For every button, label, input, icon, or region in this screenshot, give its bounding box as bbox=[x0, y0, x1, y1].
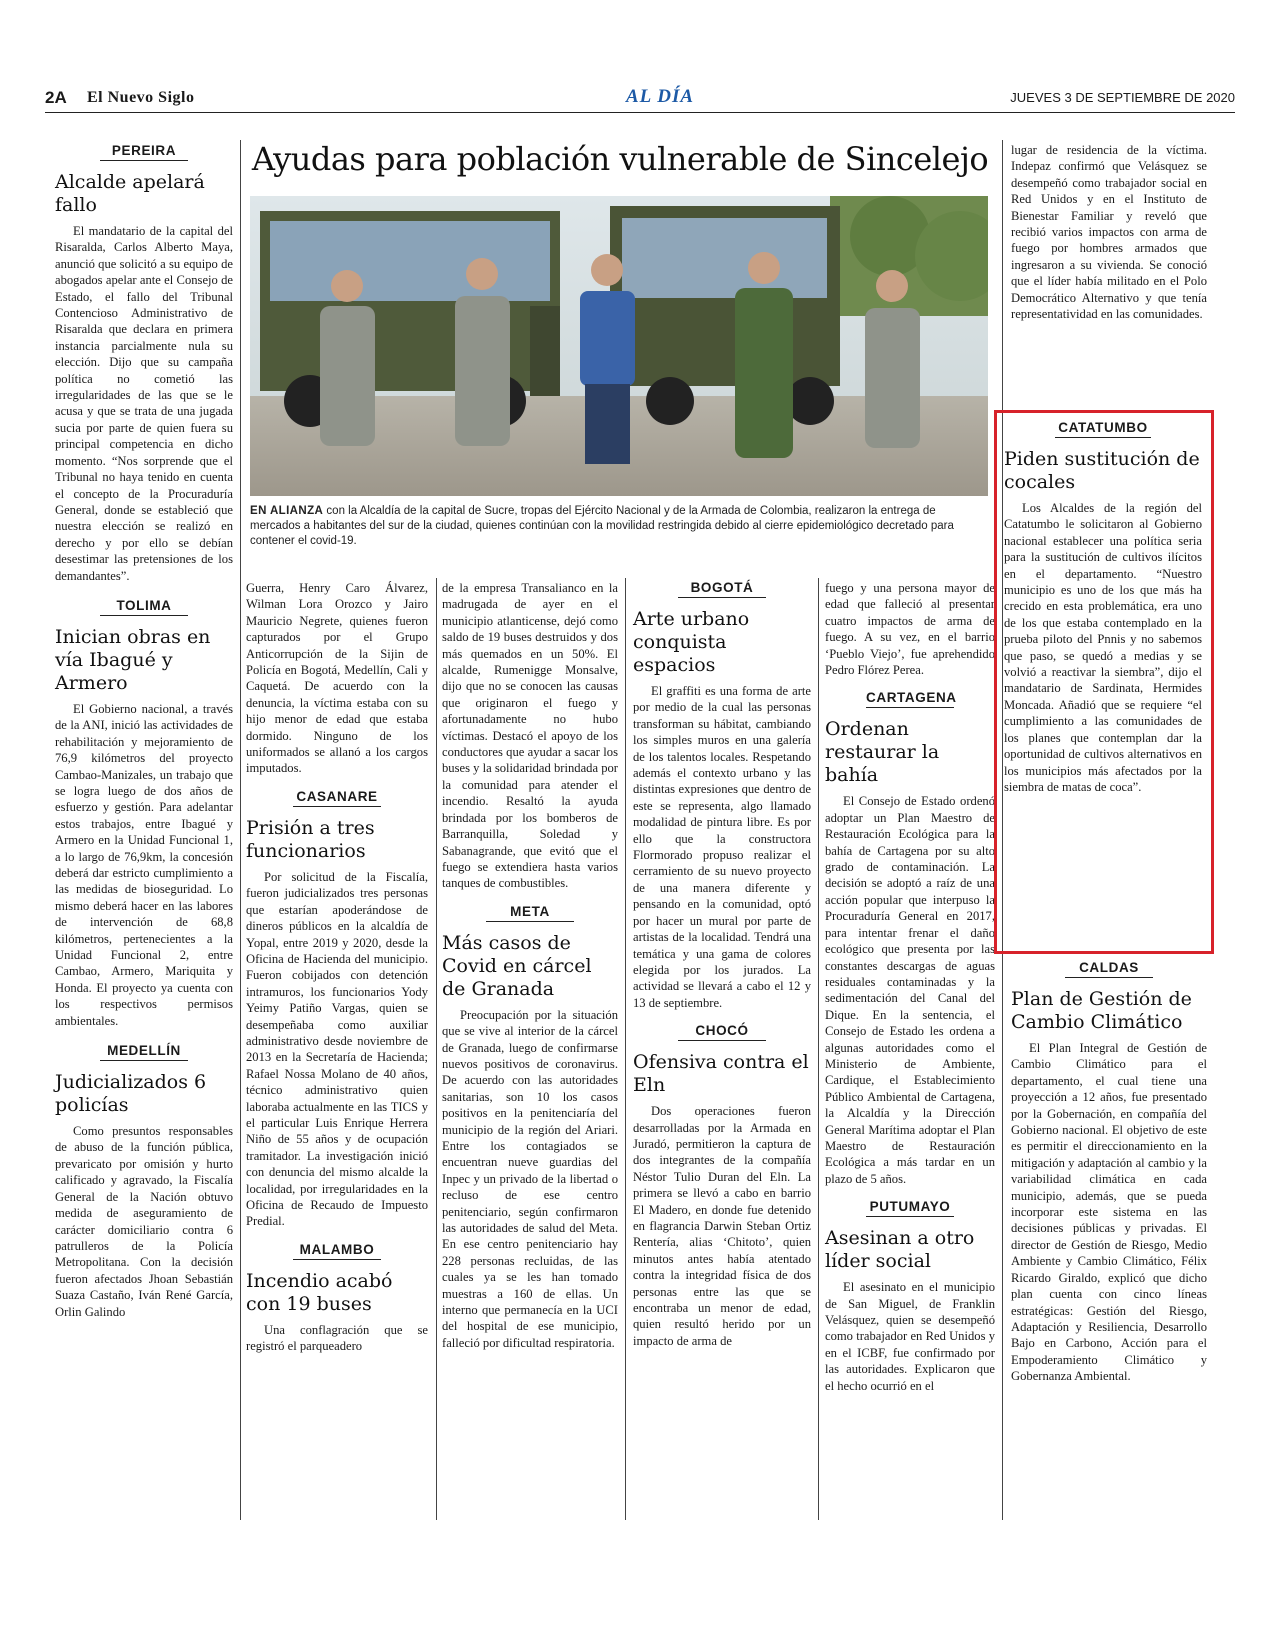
masthead-rule bbox=[45, 112, 1235, 113]
article-headline: Ofensiva contra el Eln bbox=[633, 1051, 809, 1097]
article-body: El Plan Integral de Gestión de Cambio Climático para el departamento, el cual tiene una proyección a 12 años, fue presentado por la Gobernación, en compañía del Gobierno nacional. El objetivo de este es permitir el direccionamiento en la mitigación y adaptación al cambio y la variabilidad climática en cada municipio, además, que se pueda incorporar este sistema en las decisiones públicas y privadas. El director de Gestión de Riesgo, Medio Ambiente y Cambio Climático, Félix Ricardo Giraldo, explicó que dicho plan cuenta con cinco líneas estratégicas: Gestión del Riesgo, Adaptación y Resiliencia, Desarrollo Bajo en Carbono, Acción para el Empoderamiento Climático y Gobernanza Ambiental. bbox=[1011, 1041, 1207, 1384]
article-body: El Gobierno nacional, a través de la ANI, inició las actividades de rehabilitación y mejoramiento de 76,9 kilómetros del proyecto Cambao-Manizales, un trabajo que se logra luego de dos años de esfuerzo y gestión. Para adelantar estos trabajos, entre Ibagué y Armero en la Unidad Funcional 1, a lo largo de 76,9km, la concesión deberá dar estricto cumplimiento a las medidas de bioseguridad. Lo mismo deberá hacer en las labores de intervención de 68,8 kilómetros, pertenecientes a la Unidad Funcional 2, entre Cambao, Armero, Mariquita y Honda. El proyecto ya cuenta con los respectivos permisos ambientales. bbox=[55, 701, 233, 1028]
article-malambo bbox=[246, 1242, 428, 1355]
article-body: Dos operaciones fueron desarrolladas por la Armada en Juradó, permitieron la captura de dos integrantes de la compañía Néstor Tulio Duran del Eln. La primera se llevó a cabo en barrio El Madero, en donde fue detenido en flagrancia Darwin Steban Ortiz Rentería, alias ‘Chitoto’, quien minutos antes había atentado contra la integridad física de dos personas entre las que se encontraba un menor de edad, quien resultó herido por un impacto de arma de bbox=[633, 1104, 811, 1348]
article-body: de la empresa Transalianco en la madrugada de ayer en el municipio atlanticense, dejó como saldo de 19 buses destruidos y dos más quemados en un 50%. El alcalde, Rumenigge Monsalve, dijo que no se conocen las causas que originaron el fuego y afortunadamente no hubo víctimas. Destacó el apoyo de los conductores que ayudar a sacar los buses y la solidaridad brindada por la comunidad para atender el incendio. Resaltó la ayuda brindada por los bomberos de Barranquilla, Soledad y Sabanagrande, que evitó que el fuego se extendiera hasta varios tanques de combustibles. bbox=[442, 581, 618, 891]
article-headline: Más casos de Covid en cárcel de Granada bbox=[442, 931, 592, 1000]
article-body: Por solicitud de la Fiscalía, fueron judicializados tres personas que estarían apoderándose de dineros públicos en la alcaldía de Yopal, entre 2019 y 2020, desde la Oficina de Hacienda del municipio. Fueron cobijados con detención intramuros, los funcionarios Yody Yeimy Patiño Vargas, quien se desempeñaba como auxiliar administrativo desde noviembre de 2013 en la Secretaría de Hacienda; Rafael Nossa Molano de 40 años, técnico administrativo quien laboraba actualmente en las TICS y el particular Luis Enrique Herrera Niño de 55 años y de ocupación tramitador. La investigación inició con denuncia del mismo alcalde la localidad, por irregularidades en la Oficina de Recaudo de Impuesto Predial. bbox=[246, 869, 428, 1229]
article-headline: Judicializados 6 policías bbox=[55, 1071, 207, 1117]
article-meta bbox=[442, 904, 618, 1352]
caption-lead: EN ALIANZA bbox=[250, 505, 324, 517]
article-headline: Piden sustitución de cocales bbox=[1004, 448, 1200, 493]
column-divider bbox=[625, 578, 626, 1520]
article-headline: Alcalde apelará fallo bbox=[55, 171, 205, 216]
article-body: fuego y una persona mayor de edad que falleció al presentar cuatro impactos de arma de fuego. A su vez, en el barrio ‘Pueblo Viejo’, fue aprehendido Pedro Flórez Perea. bbox=[825, 581, 995, 678]
article-headline: Inician obras en vía Ibagué y Armero bbox=[55, 625, 211, 694]
article-body: Preocupación por la situación que se vive al interior de la cárcel de Granada, luego de confirmarse nuevos positivos de coronavirus. De acuerdo con las autoridades sanitarias, son 10 los casos positivos en la penitenciaría del municipio de la región del Ariari. Entre los contagiados se encuentran nueve guardias del Inpec y un privado de la libertad o recluso de ese centro penitenciario, según confirmaron las autoridades de salud del Meta. En ese centro penitenciario hay 228 personas recluidas, de las cuales ya se les han tomado muestras a 160 de ellas. Un interno que permanecía en la UCI del hospital de ese municipio, falleció por dificultad respiratoria. bbox=[442, 1007, 618, 1350]
section-tag: MALAMBO bbox=[293, 1242, 381, 1260]
page-number: 2A bbox=[45, 88, 67, 107]
article-putumayo bbox=[825, 1199, 995, 1394]
article-caldas bbox=[1011, 960, 1207, 1385]
article-body: Los Alcaldes de la región del Catatumbo le solicitaron al Gobierno nacional establecer una política seria para la sustitución de cultivos ilícitos en el departamento. “Nuestro municipio es uno de los que más ha crecido en esta problemática, era uno de los que estaba contemplado en la prueba piloto del Pnnis y no sabemos que paso, se quedó a medias y se volvió a reactivar la siembra”, dijo el mandatario de Sardinata, Hermides Moncada. Añadió que se requiere “el cumplimiento a las comunidades de los planes que contemplan dar la oportunidad de cultivos alternativos en los municipios más afectados por la siembra de matas de coca”. bbox=[1004, 501, 1202, 794]
article-choco bbox=[633, 1023, 811, 1349]
article-body: El asesinato en el municipio de San Miguel, de Franklin Velásquez, quien se desempeñó como trabajador en Red Unidos y en el ICBF, fue confirmado por las autoridades. Explicaron que el hecho ocurrió en el bbox=[825, 1280, 995, 1393]
news-photo bbox=[250, 196, 988, 496]
section-tag: CASANARE bbox=[293, 789, 381, 807]
article-pereira bbox=[55, 143, 233, 584]
article-medellin bbox=[55, 1043, 233, 1320]
section-tag: CARTAGENA bbox=[866, 690, 954, 708]
article-body: lugar de residencia de la víctima. Indepaz confirmó que Velásquez se desempeñó como trabajador social en Red Unidos y en el Instituto de Bienestar Familiar y reveló que recibió varios impactos con arma de fuego por hombres armados que ingresaron a su vivienda. Se conoció que el líder había militado en el Polo Democrático Alternativo y que tenía representatividad en las comunidades. bbox=[1011, 143, 1207, 322]
column-1 bbox=[55, 143, 233, 1320]
article-headline: Ordenan restaurar la bahía bbox=[825, 718, 940, 787]
issue-date: JUEVES 3 DE SEPTIEMBRE DE 2020 bbox=[1010, 90, 1235, 105]
article-casanare bbox=[246, 789, 428, 1230]
column-divider bbox=[436, 578, 437, 1520]
section-tag: PEREIRA bbox=[100, 143, 188, 161]
article-headline: Plan de Gestión de Cambio Climático bbox=[1011, 988, 1192, 1033]
section-tag: CHOCÓ bbox=[678, 1023, 766, 1041]
section-tag: PUTUMAYO bbox=[866, 1199, 954, 1217]
photo-caption bbox=[250, 504, 988, 549]
section-tag: MEDELLÍN bbox=[100, 1043, 188, 1061]
section-tag: BOGOTÁ bbox=[678, 580, 766, 598]
article-body: El graffiti es una forma de arte por medio de la cual las personas transforman su hábitat, cambiando los simples muros en una galería de los talentos locales. Respetando además el contexto urbano y las distintas expresiones que dentro de este se representa, algo llamado modalidad de pintura libre. Es por ello que la constructora Flormorado propuso realizar el cerramiento de su nuevo proyecto de una manera diferente y pensando en la comunidad, optó por hacer un mural por parte de artistas de la localidad. Tendrá una temática y una gama de colores elegida por los jurados. La actividad se llevará a cabo el 12 y 13 de septiembre. bbox=[633, 684, 811, 1010]
column-6 bbox=[1011, 142, 1207, 322]
article-headline: Incendio acabó con 19 buses bbox=[246, 1269, 393, 1315]
article-catatumbo bbox=[1004, 420, 1202, 795]
section-tag: META bbox=[486, 904, 574, 922]
column-5 bbox=[825, 580, 995, 1394]
column-divider bbox=[240, 140, 241, 1520]
column-4 bbox=[633, 580, 811, 1349]
article-bogota bbox=[633, 580, 811, 1011]
article-body: Como presuntos responsables de abuso de la función pública, prevaricato por omisión y hurto calificado y agravado, la Fiscalía General de la Nación obtuvo medida de aseguramiento de carácter domiciliario contra 6 patrulleros de la Policía Metropolitana. Con la decisión fueron afectados Jhoan Sebastián Suaza Castaño, Iván René García, Orlin Galindo bbox=[55, 1124, 233, 1319]
column-3 bbox=[442, 580, 618, 1351]
soldiers-photo-illustration bbox=[250, 196, 988, 496]
article-cartagena bbox=[825, 690, 995, 1187]
section-tag: TOLIMA bbox=[100, 598, 188, 616]
section-tag: CALDAS bbox=[1065, 960, 1153, 978]
caption-text: con la Alcaldía de la capital de Sucre, tropas del Ejército Nacional y de la Armada de Colombia, realizaron la entrega de mercados a habitantes del sur de la ciudad, quienes continúan con la movilidad restringida debido al cierre epidemiológico decretado para contener el covid-19. bbox=[250, 505, 954, 547]
article-headline: Arte urbano conquista espacios bbox=[633, 608, 750, 676]
article-body: Guerra, Henry Caro Álvarez, Wilman Lora Orozco y Jairo Mauricio Negrete, quienes fueron capturados por el Grupo Anticorrupción de la Sijin de Policía en Bogotá, Medellín, Cali y Caquetá. De acuerdo con la denuncia, la víctima estaba con su hijo menor de edad que estaba dormido. Ninguno de los uniformados se allanó a los cargos imputados. bbox=[246, 581, 428, 776]
article-tolima bbox=[55, 598, 233, 1029]
section-name: AL DÍA bbox=[625, 86, 695, 107]
article-body: El Consejo de Estado ordenó adoptar un Plan Maestro de Restauración Ecológica para la bahía de Cartagena por su alto grado de contaminación. La decisión se adoptó a raíz de una acción popular que interpuso la Procuraduría General en 2017, para intentar frenar el daño ecológico que presenta por las constantes descargas de aguas residuales contaminadas y la sedimentación del Canal del Dique. En la sentencia, el Consejo de Estado les ordena a algunas autoridades como el Ministerio de Ambiente, Cardique, el Establecimiento Público Ambiental de Cartagena, la Alcaldía y la Dirección General Marítima adoptar el Plan Maestro de Restauración Ecológica a más tardar en un plazo de 5 años. bbox=[825, 794, 995, 1186]
article-body: Una conflagración que se registró el parqueadero bbox=[246, 1322, 428, 1354]
article-headline: Prisión a tres funcionarios bbox=[246, 816, 375, 862]
column-divider bbox=[818, 578, 819, 1520]
article-headline: Asesinan a otro líder social bbox=[825, 1227, 975, 1273]
section-tag: CATATUMBO bbox=[1055, 420, 1151, 438]
article-body: El mandatario de la capital del Risaralda, Carlos Alberto Maya, anunció que solicitó a su equipo de abogados apelar ante el Consejo de Estado, el fallo del Tribunal Contencioso Administrativo de Risaralda que declara en primera instancia parcialmente nula su elección. Dijo que su campaña política no cometió las irregularidades de las que se le acusa y que se trata de una jugada sucia por parte de quien fuera su principal competencia en dicho momento. “Nos sorprende que el Tribunal no haya tenido en cuenta el concepto de la Procuraduría General, donde se estableció que nuestra elección se realizó en derecho y por ello se debían desestimar las pretensiones de los demandantes”. bbox=[55, 224, 233, 583]
newspaper-name: El Nuevo Siglo bbox=[87, 89, 195, 106]
masthead bbox=[45, 88, 1235, 112]
main-headline: Ayudas para población vulnerable de Sincelejo bbox=[251, 140, 989, 178]
column-2 bbox=[246, 580, 428, 1355]
